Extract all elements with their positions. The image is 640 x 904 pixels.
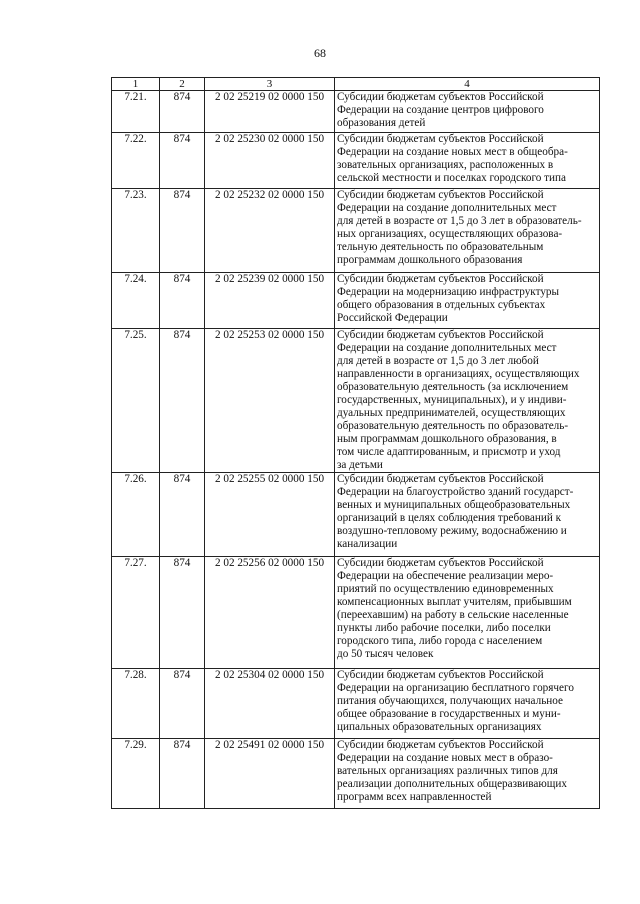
row-number: 7.29. [112, 739, 160, 809]
row-number: 7.22. [112, 133, 160, 189]
budget-classification-code: 2 02 25255 02 0000 150 [205, 473, 335, 557]
column-header-4: 4 [335, 78, 600, 91]
budget-classification-code: 2 02 25256 02 0000 150 [205, 557, 335, 669]
admin-code: 874 [160, 273, 205, 329]
budget-classification-code: 2 02 25219 02 0000 150 [205, 91, 335, 133]
row-number: 7.25. [112, 329, 160, 473]
row-number: 7.27. [112, 557, 160, 669]
table-row [112, 91, 600, 133]
admin-code: 874 [160, 133, 205, 189]
revenue-description: Субсидии бюджетам субъектов Российской Федерации на создание центров цифрового образования детей [335, 91, 600, 133]
budget-classification-code: 2 02 25304 02 0000 150 [205, 669, 335, 739]
revenue-description: Субсидии бюджетам субъектов Российской Федерации на создание новых мест в общеобра- зовательных организациях, расположенных в сельской местности и поселках городского типа [335, 133, 600, 189]
table-row [112, 329, 600, 473]
table-row [112, 669, 600, 739]
revenue-description: Субсидии бюджетам субъектов Российской Федерации на благоустройство зданий государст- венных и муниципальных общеобразовательных организаций в целях соблюдения требований к воздушно-тепловому режиму, водоснабжению и канализации [335, 473, 600, 557]
column-header-2: 2 [160, 78, 205, 91]
revenue-description: Субсидии бюджетам субъектов Российской Федерации на модернизацию инфраструктуры общего образования в отдельных субъектах Российской Федерации [335, 273, 600, 329]
admin-code: 874 [160, 329, 205, 473]
budget-classification-code: 2 02 25230 02 0000 150 [205, 133, 335, 189]
column-header-1: 1 [112, 78, 160, 91]
budget-classification-code: 2 02 25253 02 0000 150 [205, 329, 335, 473]
budget-classification-code: 2 02 25232 02 0000 150 [205, 189, 335, 273]
revenue-description: Субсидии бюджетам субъектов Российской Федерации на организацию бесплатного горячего питания обучающихся, получающих начальное общее образование в государственных и муни- ципальных образовательных организациях [335, 669, 600, 739]
table-row [112, 557, 600, 669]
table-row [112, 273, 600, 329]
revenue-description: Субсидии бюджетам субъектов Российской Федерации на создание дополнительных мест для детей в возрасте от 1,5 до 3 лет любой направленности в организациях, осуществляющих образовательную деятельность (за исключением государственных, муниципальных), и у индиви- дуальных предпринимателей, осуществляющих образовательную деятельность по образователь- ным программам дошкольного образования, в том числе адаптированным, и присмотр и уход за детьми [335, 329, 600, 473]
admin-code: 874 [160, 557, 205, 669]
row-number: 7.26. [112, 473, 160, 557]
revenue-description: Субсидии бюджетам субъектов Российской Федерации на обеспечение реализации меро- приятий по осуществлению единовременных компенсационных выплат учителям, прибывшим (переехавшим) на работу в сельские населенные пункты либо рабочие поселки, либо поселки городского типа, либо города с населением до 50 тысяч человек [335, 557, 600, 669]
row-number: 7.24. [112, 273, 160, 329]
page-number: 68 [314, 46, 326, 60]
column-header-3: 3 [205, 78, 335, 91]
admin-code: 874 [160, 739, 205, 809]
admin-code: 874 [160, 189, 205, 273]
row-number: 7.23. [112, 189, 160, 273]
row-number: 7.28. [112, 669, 160, 739]
budget-codes-table [111, 77, 600, 809]
budget-classification-code: 2 02 25239 02 0000 150 [205, 273, 335, 329]
table-row [112, 739, 600, 809]
budget-classification-code: 2 02 25491 02 0000 150 [205, 739, 335, 809]
revenue-description: Субсидии бюджетам субъектов Российской Федерации на создание новых мест в образо- вательных организациях различных типов для реализации дополнительных общеразвивающих программ всех направленностей [335, 739, 600, 809]
revenue-description: Субсидии бюджетам субъектов Российской Федерации на создание дополнительных мест для детей в возрасте от 1,5 до 3 лет в образователь- ных организациях, осуществляющих образова- тельную деятельность по образовательным программам дошкольного образования [335, 189, 600, 273]
table-row [112, 189, 600, 273]
row-number: 7.21. [112, 91, 160, 133]
table-header-row [112, 78, 600, 91]
table-row [112, 133, 600, 189]
table-row [112, 473, 600, 557]
admin-code: 874 [160, 473, 205, 557]
admin-code: 874 [160, 669, 205, 739]
admin-code: 874 [160, 91, 205, 133]
